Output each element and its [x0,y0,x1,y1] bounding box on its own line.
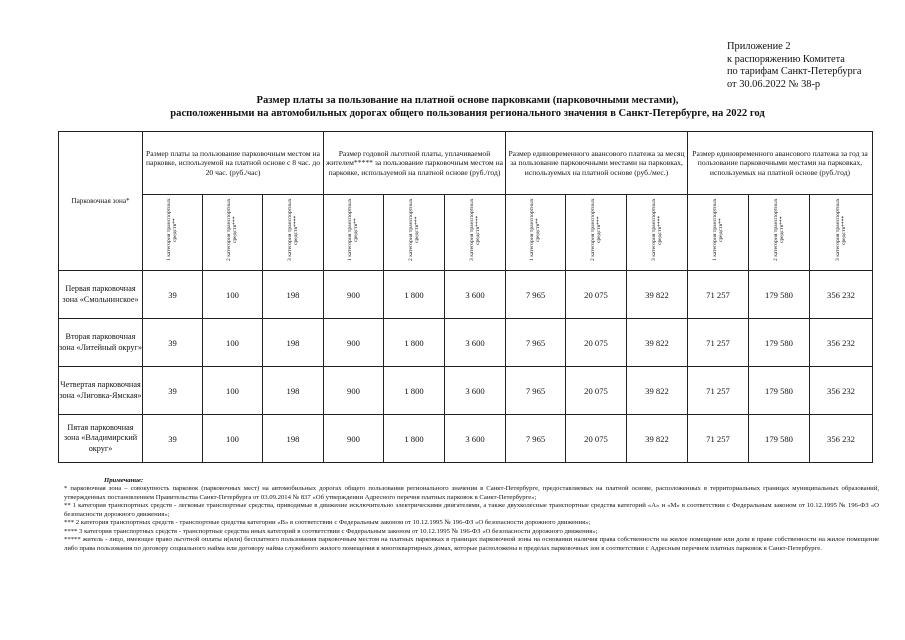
tariff-table [58,131,873,463]
tariff-rows [59,271,873,463]
category-1-header: 1 категория транспортных средств** [143,195,203,271]
yearly-advance-header: Размер единовременного авансового платежа за год за пользование парковочными местами на парковках, используемых на платной основе (руб./год) [688,132,873,195]
category-1-header: 1 категория транспортных средств** [506,195,566,271]
fee-value-cell: 1 800 [384,367,445,415]
fee-value-cell: 356 232 [810,415,873,463]
fee-value-cell: 3 600 [445,367,506,415]
title-line: расположенными на автомобильных дорогах общего пользования регионального значения в Санкт-Петербурге, на 2022 год [170,108,765,119]
appendix-block [727,41,897,91]
title-line: Размер платы за пользование на платной основе парковками (парковочными местами), [256,95,679,106]
fee-value-cell: 71 257 [688,319,749,367]
fee-value-cell: 71 257 [688,415,749,463]
fee-value-cell: 100 [203,415,263,463]
zone-column-header: Парковочная зона* [59,132,143,271]
zone-name-cell: Четвертая парковочная зона «Лиговка-Ямская» [59,367,143,415]
fee-value-cell: 198 [263,319,324,367]
fee-value-cell: 3 600 [445,415,506,463]
fee-value-cell: 7 965 [506,319,566,367]
zone-name-cell: Первая парковочная зона «Смольнинское» [59,271,143,319]
notes-block [64,477,879,553]
fee-value-cell: 39 [143,367,203,415]
zone-name-cell: Пятая парковочная зона «Владимирский округ» [59,415,143,463]
table-row [59,367,873,415]
fee-value-cell: 179 580 [749,415,810,463]
annual-resident-fee-header: Размер годовой льготной платы, уплачиваемой жителем***** за пользование парковочным местом на парковке, используемой на платной основе (руб./год) [324,132,506,195]
fee-value-cell: 71 257 [688,367,749,415]
fee-value-cell: 7 965 [506,415,566,463]
fee-value-cell: 100 [203,271,263,319]
zone-name-cell: Вторая парковочная зона «Литейный округ» [59,319,143,367]
fee-value-cell: 39 822 [627,367,688,415]
note-item: *** 2 категория транспортных средств - транспортные средства категории «B» в соответствии с Федеральным законом от 10.12.1995 № 196-ФЗ «О безопасности дорожного движения»; [64,519,591,527]
appendix-line: Приложение 2 [727,41,791,52]
fee-value-cell: 179 580 [749,271,810,319]
fee-value-cell: 3 600 [445,271,506,319]
table-row [59,271,873,319]
fee-value-cell: 39 822 [627,271,688,319]
category-2-header: 2 категория транспортных средств*** [203,195,263,271]
appendix-line: от 30.06.2022 № 38-р [727,78,821,90]
category-3-header: 3 категория транспортных средств**** [263,195,324,271]
appendix-line: по тарифам Санкт-Петербурга [727,66,862,78]
table-row [59,415,873,463]
fee-value-cell: 900 [324,319,384,367]
notes-heading: Примечание: [104,477,144,484]
fee-value-cell: 356 232 [810,367,873,415]
note-item: * парковочная зона – совокупность парковок (парковочных мест) на автомобильных дорогах общего пользования регионального значения в Санкт-Петербурге, предоставляемых на платной основе, расположенных в территориальных границах муниципальных образований, утвержденных постановлением Правительства Санкт-Петербурга от 03.09.2014 № 837 «Об утверждении Адресного перечня платных парковок в Санкт-Петербурге»; [64,485,879,501]
monthly-advance-header: Размер единовременного авансового платежа за месяц за пользование парковочными местами на парковках, используемых на платной основе (руб./мес.) [506,132,688,195]
fee-value-cell: 100 [203,319,263,367]
fee-value-cell: 900 [324,271,384,319]
category-3-header: 3 категория транспортных средств**** [445,195,506,271]
fee-value-cell: 20 075 [566,271,627,319]
fee-value-cell: 20 075 [566,415,627,463]
fee-value-cell: 198 [263,415,324,463]
category-2-header: 2 категория транспортных средств*** [749,195,810,271]
fee-value-cell: 179 580 [749,319,810,367]
fee-value-cell: 3 600 [445,319,506,367]
fee-value-cell: 198 [263,367,324,415]
fee-value-cell: 356 232 [810,319,873,367]
table-row [59,319,873,367]
fee-value-cell: 39 [143,415,203,463]
category-3-header: 3 категория транспортных средств**** [627,195,688,271]
fee-value-cell: 100 [203,367,263,415]
category-1-header: 1 категория транспортных средств** [688,195,749,271]
fee-value-cell: 20 075 [566,367,627,415]
category-1-header: 1 категория транспортных средств** [324,195,384,271]
fee-value-cell: 39 [143,271,203,319]
category-3-header: 3 категория транспортных средств**** [810,195,873,271]
fee-value-cell: 20 075 [566,319,627,367]
fee-value-cell: 900 [324,367,384,415]
hourly-fee-header: Размер платы за пользование парковочным местом на парковке, используемой на платной основе с 8 час. до 20 час. (руб./час) [143,132,324,195]
appendix-line: к распоряжению Комитета [727,53,845,65]
fee-value-cell: 39 822 [627,319,688,367]
document-title [60,94,875,120]
fee-value-cell: 7 965 [506,271,566,319]
fee-value-cell: 179 580 [749,367,810,415]
fee-value-cell: 198 [263,271,324,319]
fee-value-cell: 1 800 [384,415,445,463]
fee-value-cell: 71 257 [688,271,749,319]
note-item: ** 1 категория транспортных средств - легковые транспортные средства, приводимые в движение исключительно электрическими двигателями, а также двухколесные транспортные средства категорий «A» и «M» в соответствии с Федеральным законом от 10.12.1995 № 196-ФЗ «О безопасности дорожного движения»; [64,502,879,518]
fee-value-cell: 1 800 [384,319,445,367]
category-2-header: 2 категория транспортных средств*** [384,195,445,271]
category-2-header: 2 категория транспортных средств*** [566,195,627,271]
fee-value-cell: 900 [324,415,384,463]
note-item: **** 3 категория транспортных средств - транспортные средства иных категорий в соответствии с Федеральным законом от 10.12.1995 № 196-ФЗ «О безопасности дорожного движения»; [64,527,598,535]
note-item: ***** житель - лицо, имеющее право льготной оплаты и(или) бесплатного пользования парковочным местом на платных парковках в границах парковочной зоны на основании наличия права собственности на жилое помещение или доли в праве собственности на жилое помещение либо права пользования по договору социального найма или договору найма служебного жилого помещения в многоквартирных домах, которые расположены в пределах парковочных зон в соответствии с Адресным перечнем платных парковок в Санкт-Петербурге. [64,536,879,552]
fee-value-cell: 7 965 [506,367,566,415]
fee-value-cell: 356 232 [810,271,873,319]
fee-value-cell: 1 800 [384,271,445,319]
fee-value-cell: 39 [143,319,203,367]
fee-value-cell: 39 822 [627,415,688,463]
